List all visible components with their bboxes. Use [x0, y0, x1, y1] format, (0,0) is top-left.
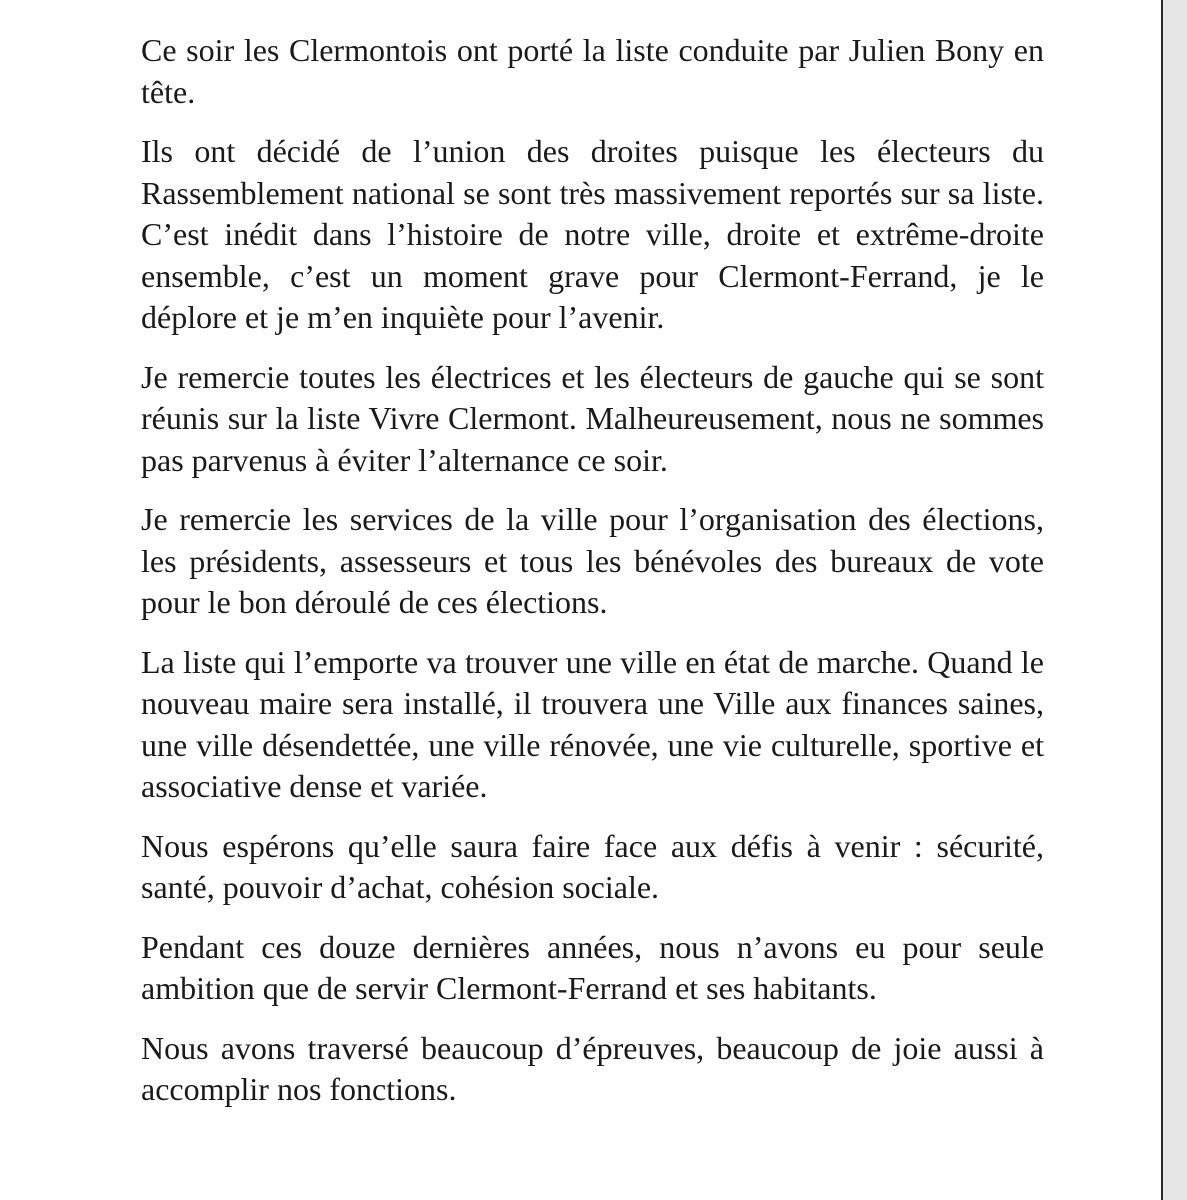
page-edge-margin [1163, 0, 1187, 1200]
paragraph-7: Pendant ces douze dernières années, nous n’avons eu pour seule ambition que de servir Clermont-Ferrand et ses habitants. [141, 928, 1044, 1006]
paragraph-3: Je remercie toutes les électrices et les électeurs de gauche qui se sont réunis sur la liste Vivre Clermont. Malheureusement, nous ne sommes pas parvenus à éviter l’alternance ce soir. [141, 358, 1044, 478]
paragraph-1: Ce soir les Clermontois ont porté la liste conduite par Julien Bony en tête. [141, 32, 1044, 110]
document-body [141, 30, 1044, 1129]
paragraph-4: Je remercie les services de la ville pour l’organisation des élections, les présidents, assesseurs et tous les bénévoles des bureaux de vote pour le bon déroulé de ces élections. [141, 501, 1044, 620]
paragraph-2: Ils ont décidé de l’union des droites puisque les électeurs du Rassemblement national se sont très massivement reportés sur sa liste. C’est inédit dans l’histoire de notre ville, droite et extrême-droite ensemble, c’est un moment grave pour Clermont-Ferrand, je le déplore et je m’en inquiète pour l’avenir. [141, 133, 1044, 335]
paragraph-6: Nous espérons qu’elle saura faire face aux défis à venir : sécurité, santé, pouvoir d’achat, cohésion sociale. [141, 827, 1044, 905]
paragraph-5: La liste qui l’emporte va trouver une ville en état de marche. Quand le nouveau maire sera installé, il trouvera une Ville aux finances saines, une ville désendettée, une ville rénovée, une vie culturelle, sportive et associative dense et variée. [141, 643, 1044, 804]
paragraph-8: Nous avons traversé beaucoup d’épreuves, beaucoup de joie aussi à accomplir nos fonctions. [141, 1029, 1044, 1107]
